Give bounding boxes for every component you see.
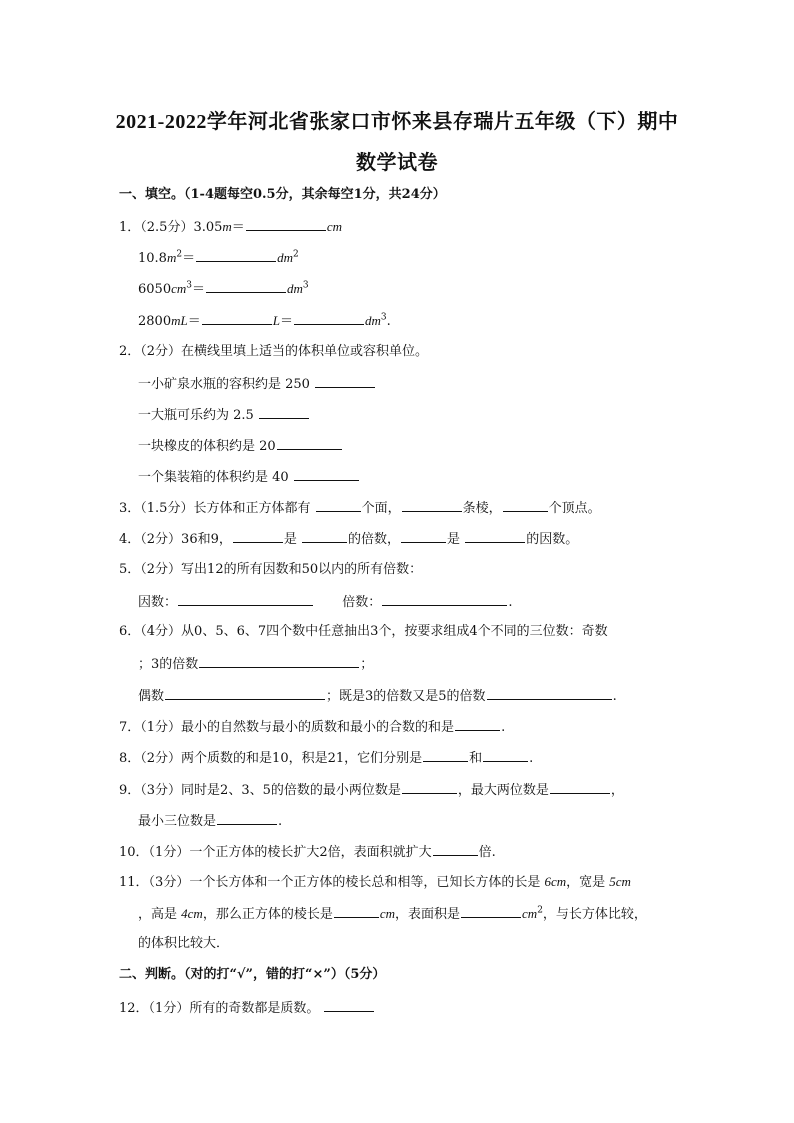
answer-blank[interactable] — [334, 904, 379, 918]
question-12: 12．（1分）所有的奇数都是质数。 — [119, 998, 375, 1018]
question-number: 5．（2分） — [119, 562, 182, 577]
question-number: 9．（3分） — [119, 783, 182, 798]
answer-blank[interactable] — [259, 405, 309, 419]
question-number: 4．（2分） — [119, 532, 182, 547]
question-1-line2: $10.8m^2= dm^2$ — [138, 249, 299, 266]
answer-blank[interactable] — [199, 654, 359, 668]
answer-blank[interactable] — [401, 529, 446, 543]
answer-blank[interactable] — [483, 748, 528, 762]
question-11: 11．（3分）一个长方体和一个正方体的棱长总和相等，已知长方体的长是 6cm，宽是 5cm — [119, 874, 631, 890]
answer-blank[interactable] — [382, 592, 507, 606]
question-1: 1．（2.5分）3.05m＝ cm — [119, 219, 342, 235]
question-5-line2: 因数： 倍数： . — [138, 592, 512, 612]
answer-blank[interactable] — [433, 842, 478, 856]
answer-blank[interactable] — [487, 686, 612, 700]
answer-blank[interactable] — [324, 998, 374, 1012]
question-7: 7．（1分）最小的自然数与最小的质数和最小的合数的和是 . — [119, 717, 505, 737]
question-9: 9．（3分）同时是2、3、5的倍数的最小两位数是 ，最大两位数是 ， — [119, 780, 624, 800]
answer-blank[interactable] — [315, 374, 375, 388]
answer-blank[interactable] — [461, 904, 521, 918]
question-5: 5．（2分）写出12的所有因数和50以内的所有倍数： — [119, 562, 423, 577]
question-3: 3．（1.5分）长方体和正方体都有 个面， 条棱， 个顶点。 — [119, 498, 601, 518]
question-number: 12．（1分） — [119, 1001, 190, 1016]
question-9-line2: 最小三位数是 . — [138, 811, 282, 831]
question-6-line3: 偶数 ；既是3的倍数又是5的倍数 . — [138, 686, 617, 706]
answer-blank[interactable] — [202, 311, 272, 325]
question-number: 10．（1分） — [119, 845, 190, 860]
answer-blank[interactable] — [196, 248, 276, 262]
section-fill-heading: 一、填空。（1-4题每空0.5分，其余每空1分，共24分） — [119, 187, 446, 202]
question-6: 6．（4分）从0、5、6、7四个数中任意抽出3个，按要求组成4个不同的三位数：奇数 — [119, 624, 608, 639]
question-8: 8．（2分）两个质数的和是10，积是21，它们分别是 和 . — [119, 748, 533, 768]
question-2-line3: 一块橡皮的体积约是 20 — [138, 436, 343, 456]
answer-blank[interactable] — [294, 311, 364, 325]
question-number: 3．（1.5分） — [119, 501, 194, 516]
section-judge-heading: 二、判断。（对的打“√”，错的打“×”）（5分） — [119, 967, 386, 982]
question-10: 10．（1分）一个正方体的棱长扩大2倍，表面积就扩大 倍. — [119, 842, 496, 862]
answer-blank[interactable] — [178, 592, 313, 606]
question-2-line1: 一小矿泉水瓶的容积约是 250 — [138, 374, 376, 394]
question-11-line2: ，高是 4cm，那么正方体的棱长是 cm，表面积是 $cm^2$，与长方体比较， — [138, 905, 647, 922]
question-number: 11．（3分） — [119, 875, 190, 890]
question-number: 8．（2分） — [119, 751, 182, 766]
question-6-line2: ；3的倍数 ； — [138, 654, 373, 674]
answer-blank[interactable] — [402, 780, 457, 794]
answer-blank[interactable] — [217, 811, 277, 825]
answer-blank[interactable] — [316, 498, 361, 512]
answer-blank[interactable] — [550, 780, 610, 794]
question-11-line3: 的体积比较大． — [138, 936, 230, 951]
question-number: 1．（2.5分） — [119, 220, 194, 235]
answer-blank[interactable] — [206, 279, 286, 293]
question-number: 2．（2分） — [119, 344, 182, 359]
exam-title-line1: 2021-2022学年河北省张家口市怀来县存瑞片五年级（下）期中 — [115, 111, 679, 133]
question-2: 2．（2分）在横线里填上适当的体积单位或容积单位。 — [119, 344, 429, 359]
answer-blank[interactable] — [423, 748, 468, 762]
answer-blank[interactable] — [455, 717, 500, 731]
answer-blank[interactable] — [465, 529, 525, 543]
question-2-line2: 一大瓶可乐约为 2.5 — [138, 405, 310, 425]
answer-blank[interactable] — [233, 529, 283, 543]
answer-blank[interactable] — [503, 498, 548, 512]
question-1-line3: $6050cm^3= dm^3$ — [138, 280, 309, 297]
answer-blank[interactable] — [402, 498, 462, 512]
answer-blank[interactable] — [246, 217, 326, 231]
answer-blank[interactable] — [302, 529, 347, 543]
question-4: 4．（2分）36和9， 是 的倍数， 是 的因数。 — [119, 529, 578, 549]
answer-blank[interactable] — [165, 686, 325, 700]
question-number: 6．（4分） — [119, 624, 182, 639]
question-2-line4: 一个集装箱的体积约是 40 — [138, 467, 360, 487]
answer-blank[interactable] — [277, 436, 342, 450]
question-1-line4: $2800mL= L= dm^3$. — [138, 312, 391, 329]
answer-blank[interactable] — [294, 467, 359, 481]
exam-title-line2: 数学试卷 — [356, 152, 438, 174]
question-number: 7．（1分） — [119, 720, 182, 735]
